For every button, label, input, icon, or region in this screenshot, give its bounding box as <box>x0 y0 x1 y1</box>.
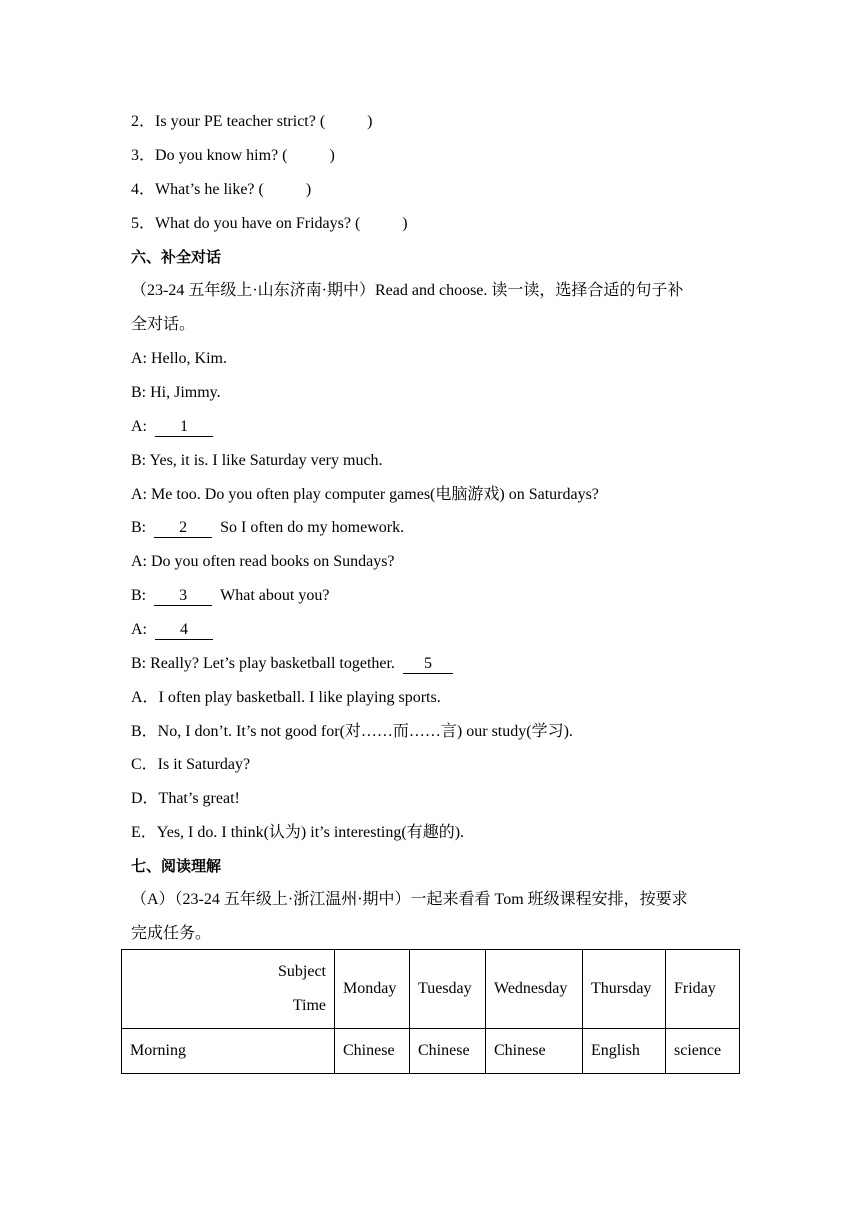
blank-5[interactable]: 5 <box>403 655 453 674</box>
dialogue-line: B: 2 So I often do my homework. <box>131 519 405 536</box>
table-cell: Chinese <box>410 1029 486 1074</box>
blank-2[interactable]: 2 <box>154 519 212 538</box>
section-7-intro: （A）（23-24 五年级上·浙江温州·期中）一起来看看 Tom 班级课程安排，按要求 <box>131 891 688 908</box>
dialogue-line: B: Yes, it is. I like Saturday very much. <box>131 452 383 469</box>
section-6-heading: 六、补全对话 <box>131 248 222 266</box>
schedule-table <box>121 949 740 1074</box>
blank-3[interactable]: 3 <box>154 587 212 606</box>
day-header: Friday <box>666 950 740 1029</box>
table-row <box>122 1029 740 1074</box>
table-header-row <box>122 950 740 1029</box>
table-cell: Chinese <box>486 1029 583 1074</box>
table-cell: science <box>666 1029 740 1074</box>
row-label: Morning <box>122 1029 335 1074</box>
dialogue-line: B: Really? Let’s play basketball together. 5 <box>131 654 453 674</box>
dialogue-line: A: 4 <box>131 620 213 640</box>
blank-1[interactable]: 1 <box>155 418 213 437</box>
dialogue-line: A: Me too. Do you often play computer games(电脑游戏) on Saturdays? <box>131 486 599 503</box>
day-header: Tuesday <box>410 950 486 1029</box>
section-6-intro: （23-24 五年级上·山东济南·期中）Read and choose. 读一读，选择合适的句子补 <box>131 282 684 299</box>
option-d: D．That’s great! <box>131 790 240 807</box>
day-header: Wednesday <box>486 950 583 1029</box>
dialogue-line: A: 1 <box>131 417 213 437</box>
section-7-intro-cont: 完成任务。 <box>131 925 212 942</box>
section-6-intro-cont: 全对话。 <box>131 316 196 333</box>
question-5: 5．What do you have on Fridays? ( ) <box>131 215 408 232</box>
table-cell: English <box>583 1029 666 1074</box>
option-e: E．Yes, I do. I think(认为) it’s interesting(有趣的). <box>131 824 465 841</box>
dialogue-line: B: 3 What about you? <box>131 587 330 604</box>
option-c: C．Is it Saturday? <box>131 756 251 773</box>
corner-cell: Subject Time <box>122 950 335 1029</box>
dialogue-line: A: Do you often read books on Sundays? <box>131 553 395 570</box>
dialogue-line: A: Hello, Kim. <box>131 350 227 367</box>
section-7-heading: 七、阅读理解 <box>131 857 222 875</box>
question-4: 4．What’s he like? ( ) <box>131 181 312 198</box>
blank-4[interactable]: 4 <box>155 621 213 640</box>
option-a: A．I often play basketball. I like playing sports. <box>131 689 441 706</box>
day-header: Thursday <box>583 950 666 1029</box>
day-header: Monday <box>335 950 410 1029</box>
question-2: 2．Is your PE teacher strict? ( ) <box>131 113 373 130</box>
dialogue-line: B: Hi, Jimmy. <box>131 384 221 401</box>
question-3: 3．Do you know him? ( ) <box>131 147 335 164</box>
table-cell: Chinese <box>335 1029 410 1074</box>
option-b: B．No, I don’t. It’s not good for(对……而……言) our study(学习). <box>131 723 573 740</box>
